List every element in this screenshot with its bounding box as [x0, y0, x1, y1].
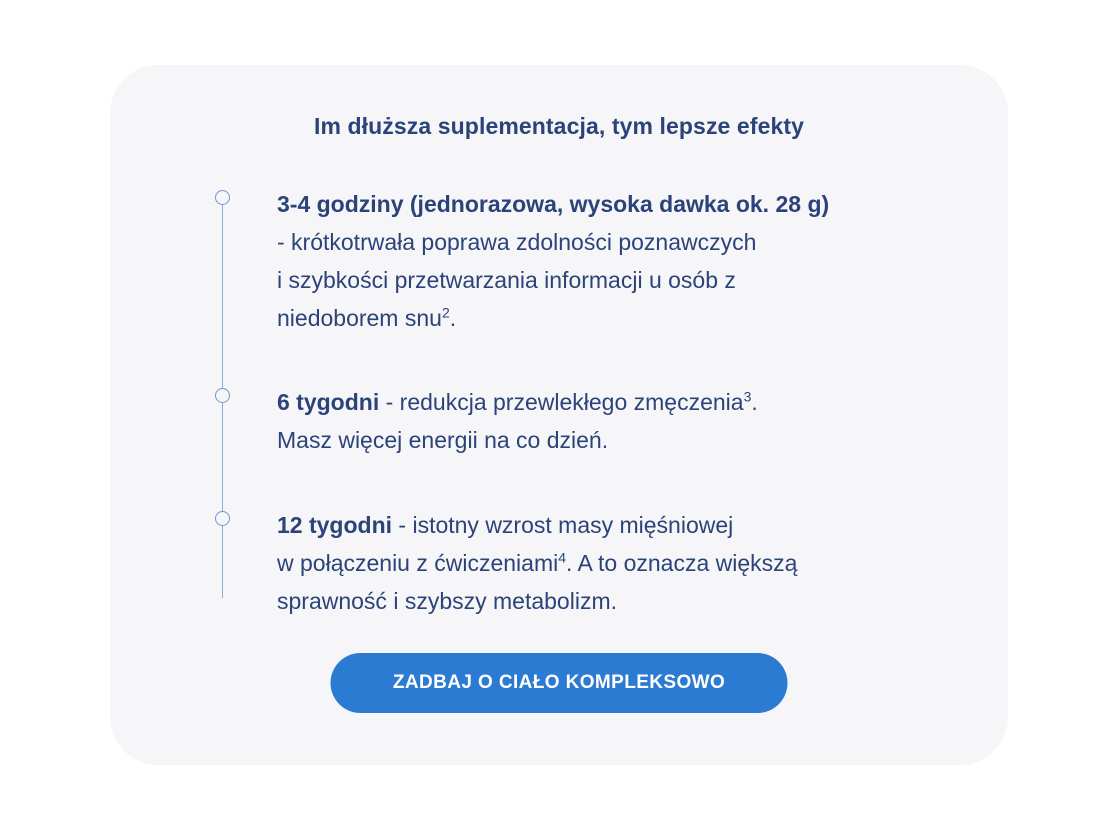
item-text: . — [449, 305, 457, 331]
item-text-line — [277, 582, 935, 620]
item-text-line — [277, 261, 935, 299]
card-heading: Im dłuższa suplementacja, tym lepsze efekty — [313, 113, 805, 139]
footnote-reference: 3 — [743, 388, 752, 405]
item-text-line — [277, 421, 935, 459]
item-text: w połączeniu z ćwiczeniami — [277, 550, 559, 576]
timeline-circle-marker — [215, 190, 230, 205]
benefits-timeline — [215, 185, 935, 620]
item-text: i szybkości przetwarzania informacji u osób z — [277, 267, 736, 293]
timeline-item-3-4-hours — [215, 185, 935, 337]
item-text-line — [277, 299, 935, 337]
item-title-line — [277, 383, 935, 421]
item-title-line — [277, 506, 935, 544]
item-text: - krótkotrwała poprawa zdolności poznawczych — [277, 229, 757, 255]
item-title-line — [277, 185, 935, 223]
footnote-reference: 4 — [558, 549, 567, 566]
item-text: - redukcja przewlekłego zmęczenia — [379, 389, 744, 415]
item-title: 6 tygodni — [277, 389, 380, 415]
item-text-line — [277, 223, 935, 261]
item-title: 3-4 godziny (jednorazowa, wysoka dawka ok. 28 g) — [277, 191, 830, 217]
timeline-circle-marker — [215, 511, 230, 526]
timeline-item-6-weeks — [215, 383, 935, 459]
item-text-line — [277, 544, 935, 582]
item-title: 12 tygodni — [277, 512, 393, 538]
footnote-reference: 2 — [441, 304, 450, 321]
timeline-item-12-weeks — [215, 506, 935, 620]
item-text: - istotny wzrost masy mięśniowej — [392, 512, 734, 538]
supplementation-benefits-card — [110, 65, 1008, 765]
cta-button[interactable]: ZADBAJ O CIAŁO KOMPLEKSOWO — [331, 653, 788, 713]
item-text: Masz więcej energii na co dzień. — [277, 427, 609, 453]
item-text: . A to oznacza większą — [566, 550, 798, 576]
timeline-circle-marker — [215, 388, 230, 403]
item-text: niedoborem snu — [277, 305, 442, 331]
item-text: . — [751, 389, 758, 415]
item-text: sprawność i szybszy metabolizm. — [277, 588, 617, 614]
